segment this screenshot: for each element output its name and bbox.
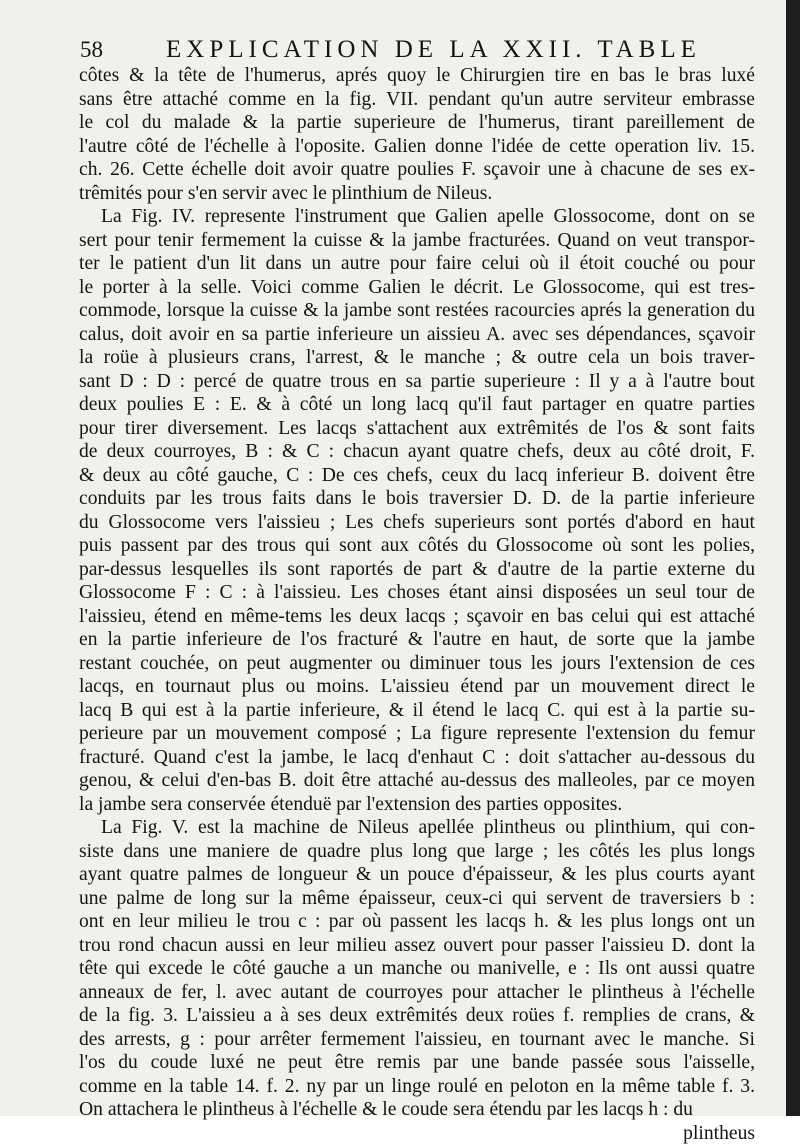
text-line: anneaux de fer, l. avec autant de courroyes pour attacher le plintheus à l'échelle: [79, 981, 755, 1005]
text-line: perieure par un mouvement composé ; La figure represente l'extension du femur: [79, 722, 755, 746]
text-line: le porter à la selle. Voici comme Galien le décrit. Le Glossocome, qui est tres-: [79, 276, 755, 300]
catchword: plintheus: [79, 1122, 755, 1145]
text-line: sant D : D : percé de quatre trous en sa partie superieure : Il y a à l'autre bout: [79, 370, 755, 394]
text-line: genou, & celui d'en-bas B. doit être attaché au-dessus des malleoles, par ce moyen: [79, 769, 755, 793]
text-line: l'os du coude luxé ne peut être remis par une bande passée sous l'aisselle,: [79, 1051, 755, 1075]
text-line: deux poulies E : E. & à côté un long lacq qu'il faut partager en quatre parties: [79, 393, 755, 417]
text-line: ter le patient d'un lit dans un autre pour faire celui où il étoit couché ou pour: [79, 252, 755, 276]
text-line: l'aissieu, étend en même-tems les deux lacqs ; sçavoir en bas celui qui est attaché: [79, 605, 755, 629]
text-line: de deux courroyes, B : & C : chacun ayant quatre chefs, deux au côté droit, F.: [79, 440, 755, 464]
text-line: côtes & la tête de l'humerus, aprés quoy le Chirurgien tire en bas le bras luxé: [79, 64, 755, 88]
text-line: sans être attaché comme en la fig. VII. pendant qu'un autre serviteur embrasse: [79, 88, 755, 112]
text-line: puis passent par des trous qui sont aux côtés du Glossocome où sont les polies,: [79, 534, 755, 558]
text-line: l'autre côté de l'échelle à l'oposite. Galien donne l'idée de cette operation liv. 15.: [79, 135, 755, 159]
text-line: lacq B qui est à la partie inferieure, & il étend le lacq C. qui est à la partie su-: [79, 699, 755, 723]
text-line: La Fig. V. est la machine de Nileus apellée plintheus ou plinthium, qui con-: [79, 816, 755, 840]
text-line: ch. 26. Cette échelle doit avoir quatre poulies F. sçavoir une à chacune de ses ex-: [79, 158, 755, 182]
text-line: fracturé. Quand c'est la jambe, le lacq d'enhaut C : doit s'attacher au-dessous du: [79, 746, 755, 770]
text-line: & deux au côté gauche, C : De ces chefs, ceux du lacq inferieur B. doivent être: [79, 464, 755, 488]
text-line: La Fig. IV. represente l'instrument que Galien apelle Glossocome, dont on se: [79, 205, 755, 229]
text-line: par-dessus lesquelles ils sont raportés de part & d'autre de la partie externe du: [79, 558, 755, 582]
text-line: du Glossocome vers l'aissieu ; Les chefs superieurs sont portés d'abord en haut: [79, 511, 755, 535]
text-line: sert pour tenir fermement la cuisse & la jambe fracturées. Quand on veut transpor-: [79, 229, 755, 253]
text-line: le col du malade & la partie superieure de l'humerus, tirant pareillement de: [79, 111, 755, 135]
text-line: la jambe sera conservée étenduë par l'extension des parties opposites.: [79, 793, 755, 817]
text-line: la roüe à plusieurs crans, l'arrest, & le manche ; & outre cela un bois traver-: [79, 346, 755, 370]
text-line: ont en leur milieu le trou c : par où passent les lacqs h. & les plus longs ont un: [79, 910, 755, 934]
text-line: trou rond chacun aussi en leur milieu assez ouvert pour passer l'aissieu D. dont la: [79, 934, 755, 958]
text-line: comme en la table 14. f. 2. ny par un linge roulé en peloton en la même table f. 3.: [79, 1075, 755, 1099]
text-line: siste dans une maniere de quadre plus long que large ; les côtés les plus longs: [79, 840, 755, 864]
text-line: des arrests, g : pour arrêter fermement l'aissieu, en tournant avec le manche. Si: [79, 1028, 755, 1052]
text-line: ayant quatre palmes de longueur & un pouce d'épaisseur, & les plus courts ayant: [79, 863, 755, 887]
page-header: [80, 36, 760, 64]
page-number: 58: [80, 37, 166, 63]
text-line: de la fig. 3. L'aissieu a à ses deux extrêmités deux roües f. remplies de crans, &: [79, 1004, 755, 1028]
text-line: restant couchée, on peut augmenter ou diminuer tous les jours l'extension de ces: [79, 652, 755, 676]
text-line: en la partie inferieure de l'os fracturé & l'autre en haut, de sorte que la jambe: [79, 628, 755, 652]
running-title: EXPLICATION DE LA XXII. TABLE: [166, 36, 701, 64]
text-body: [79, 64, 755, 1145]
text-line: On attachera le plintheus à l'échelle & le coude sera étendu par les lacqs h : du: [79, 1098, 755, 1122]
text-line: une palme de long sur la même épaisseur, ceux-ci qui servent de traversiers b :: [79, 887, 755, 911]
text-line: tête qui excede le côté gauche a un manche ou manivelle, e : Ils ont aussi quatre: [79, 957, 755, 981]
text-line: Glossocome F : C : à l'aissieu. Les choses étant ainsi disposées un seul tour de: [79, 581, 755, 605]
text-line: calus, doit avoir en sa partie inferieure un aissieu A. avec ses dépendances, sçavoir: [79, 323, 755, 347]
text-line: trêmités pour s'en servir avec le plinthium de Nileus.: [79, 182, 755, 206]
text-line: conduits par les trous faits dans le bois traversier D. D. de la partie inferieure: [79, 487, 755, 511]
text-line: lacqs, en tournaut plus ou moins. L'aissieu étend par un mouvement direct le: [79, 675, 755, 699]
text-line: pour tirer diversement. Les lacqs s'attachent aux extrêmités de l'os & sont faits: [79, 417, 755, 441]
text-line: commode, lorsque la cuisse & la jambe sont restées racourcies aprés la generation du: [79, 299, 755, 323]
